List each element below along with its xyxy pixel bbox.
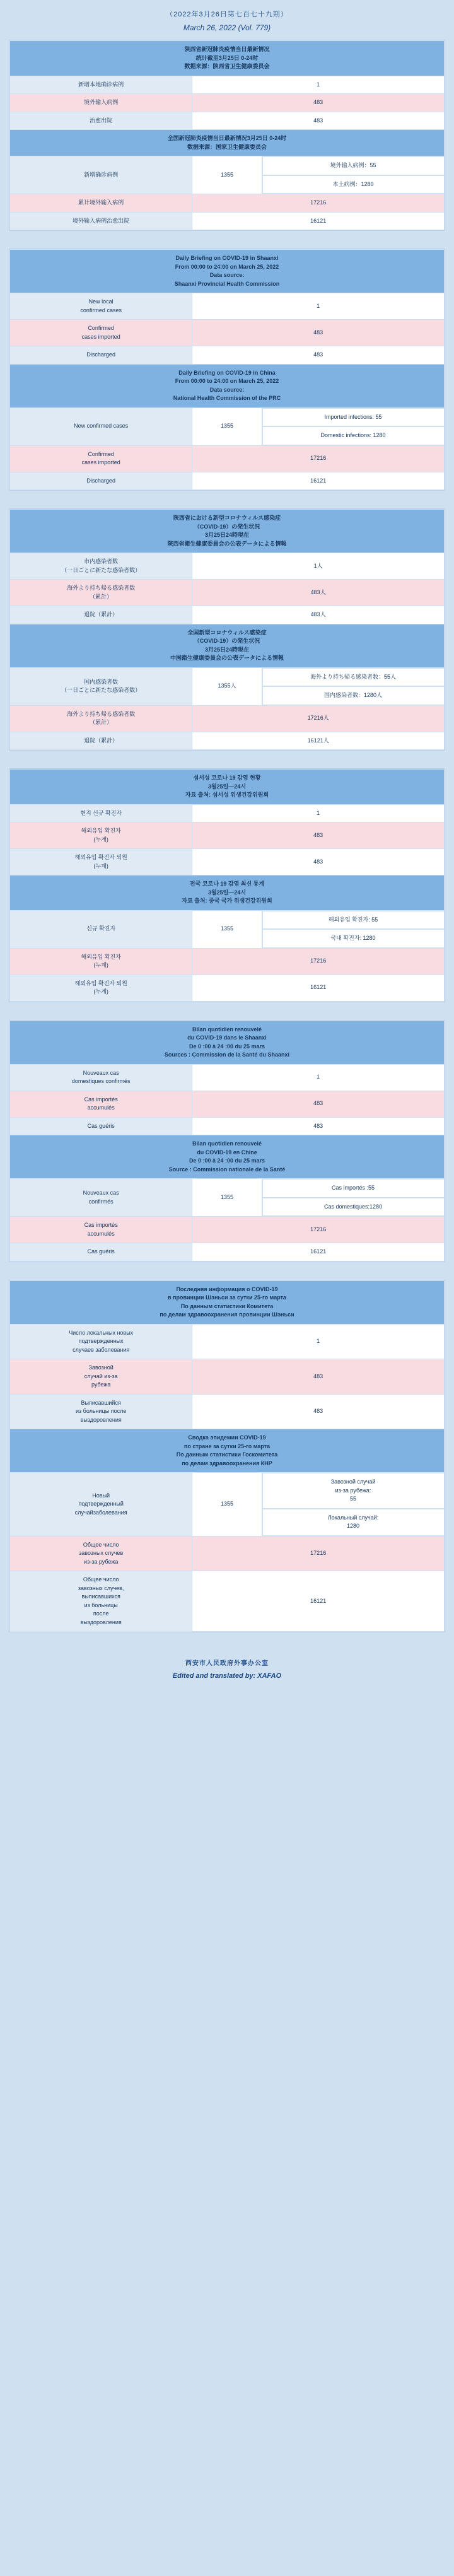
row-total-value: 1355人 — [192, 667, 262, 705]
row-value: 483人 — [192, 580, 445, 606]
row-label: 市内感染者数 （一日ごとに新たな感染者数） — [10, 553, 192, 580]
row-value: 483 — [192, 346, 445, 365]
row-label: New local confirmed cases — [10, 293, 192, 320]
section-spacer — [0, 759, 454, 768]
china-title-jp: 全国新型コロナウィルス感染症 （COVID-19）の発生状況 3月25日24時現在 中国衛生健康委員会の公表データによる情報 — [10, 624, 445, 667]
shaanxi-title-en: Daily Briefing on COVID-19 in Shaanxi From 00:00 to 24:00 on March 25, 2022 Data source: Shaanxi Provincial Health Commission — [10, 250, 445, 293]
row-label: 累计境外输入病例 — [10, 194, 192, 213]
table-row — [10, 156, 445, 194]
row-breakdown — [262, 910, 444, 948]
row-value: 1 — [192, 1064, 445, 1091]
row-label: 해외유입 확진자 퇴원 (누계) — [10, 975, 192, 1001]
row-label: New confirmed cases — [10, 407, 192, 445]
china-title-kr: 전국 코로나 19 감염 최신 통계 3월25일—24시 자료 출처: 중국 국가 위생건강위원회 — [10, 875, 445, 911]
row-breakdown-imported: Завозной случай из-за рубежа: 55 — [262, 1473, 445, 1509]
table-row — [10, 94, 445, 112]
row-label: Nouveaux cas domestiques confirmés — [10, 1064, 192, 1091]
row-value: 483 — [192, 1091, 445, 1117]
section-spacer — [0, 1011, 454, 1020]
table-row — [10, 1243, 445, 1262]
row-total-value: 1355 — [192, 407, 262, 445]
row-total-value: 1355 — [192, 1179, 262, 1217]
table-row — [10, 1359, 445, 1395]
row-value: 1 — [192, 804, 445, 823]
table-row — [10, 445, 445, 472]
briefing-block-en — [9, 249, 445, 491]
row-label: Cas guéris — [10, 1243, 192, 1262]
china-title-ru: Сводка эпидемии COVID-19 по стране за сутки 25-го марта По данным статистики Госкомитета по делам здравоохранения КНР — [10, 1429, 445, 1473]
page-footer — [0, 1650, 454, 1690]
table-row — [10, 1324, 445, 1359]
table-row — [10, 1179, 445, 1217]
briefing-block-jp — [9, 508, 445, 751]
row-value: 483 — [192, 320, 445, 346]
section-spacer — [0, 500, 454, 508]
row-label: 현지 신규 확진자 — [10, 804, 192, 823]
briefing-block-cn — [9, 40, 445, 231]
table-row — [10, 823, 445, 849]
table-row — [10, 804, 445, 823]
row-label: 海外より持ち帰る感染者数 （累計） — [10, 580, 192, 606]
table-row — [10, 705, 445, 732]
table-row — [10, 76, 445, 94]
row-value: 17216 — [192, 445, 445, 472]
table-row — [10, 212, 445, 230]
china-title-fr: Bilan quotidien renouvelé du COVID-19 en Chine De 0 :00 à 24 :00 du 25 mars Source : Commission nationale de la Santé — [10, 1135, 445, 1179]
table-row — [10, 1064, 445, 1091]
table-row — [10, 1571, 445, 1632]
page-header — [0, 0, 454, 40]
row-value: 483 — [192, 1117, 445, 1135]
row-label: Nouveaux cas confirmés — [10, 1179, 192, 1217]
row-total-value: 1355 — [192, 156, 262, 194]
row-label: 治愈出院 — [10, 112, 192, 130]
row-breakdown-imported: Cas importés :55 — [262, 1179, 445, 1198]
row-label: 해외유입 확진자 (누계) — [10, 948, 192, 975]
table-row — [10, 1394, 445, 1429]
sections-container — [0, 40, 454, 1650]
row-breakdown — [262, 1179, 444, 1217]
row-label: 国内感染者数 （一日ごとに新たな感染者数） — [10, 667, 192, 705]
row-label: 海外より持ち帰る感染者数 （累計） — [10, 705, 192, 732]
row-total-value: 1355 — [192, 1473, 262, 1537]
section-spacer — [0, 240, 454, 249]
row-label: 해외유입 확진자 (누계) — [10, 823, 192, 849]
row-breakdown-imported: 해외유입 확진자: 55 — [262, 911, 445, 930]
row-value: 17216 — [192, 948, 445, 975]
table-row — [10, 667, 445, 705]
row-breakdown-domestic: Локальный случай: 1280 — [262, 1509, 445, 1536]
row-breakdown-domestic: 国内感染者数：1280人 — [262, 686, 445, 705]
row-value: 17216 — [192, 1217, 445, 1243]
row-value: 483 — [192, 1359, 445, 1395]
shaanxi-title-jp: 陝西省における新型コロナウィルス感染症 （COVID-19）の発生状況 3月25日24時現在 陝西省衛生健康委員会の公表データによる情報 — [10, 510, 445, 553]
row-value: 17216 — [192, 194, 445, 213]
row-breakdown-imported: 海外より持ち帰る感染者数：55人 — [262, 668, 445, 687]
row-breakdown — [262, 156, 444, 194]
table-row — [10, 1536, 445, 1571]
row-label: Выписавшийся из больницы после выздоровления — [10, 1394, 192, 1429]
row-breakdown-imported: 境外输入病例：55 — [262, 156, 445, 175]
issue-date-cn: （2022年3月26日第七百七十九期） — [166, 11, 288, 18]
row-label: Confirmed cases imported — [10, 445, 192, 472]
row-breakdown-domestic: 本土病例：1280 — [262, 175, 445, 194]
row-label: Cas importés accumulés — [10, 1091, 192, 1117]
table-row — [10, 948, 445, 975]
row-value: 483 — [192, 823, 445, 849]
row-label: Discharged — [10, 346, 192, 365]
row-breakdown — [262, 407, 444, 445]
row-value: 1人 — [192, 553, 445, 580]
table-row — [10, 580, 445, 606]
row-value: 483 — [192, 94, 445, 112]
table-row — [10, 194, 445, 213]
row-label: 新增本地确诊病例 — [10, 76, 192, 94]
row-label: 退院（累計） — [10, 606, 192, 624]
issue-date-en: March 26, 2022 (Vol. 779) — [183, 23, 271, 32]
table-row — [10, 849, 445, 875]
table-row — [10, 732, 445, 750]
row-label: Confirmed cases imported — [10, 320, 192, 346]
row-value: 1 — [192, 293, 445, 320]
row-label: Новый подтвержденный случайзаболевания — [10, 1473, 192, 1537]
row-value: 1 — [192, 1324, 445, 1359]
row-value: 16121 — [192, 212, 445, 230]
shaanxi-title-kr: 섬서성 코로나 19 감염 현황 3월25일—24시 자료 출처: 섬서성 위생건강위원회 — [10, 770, 445, 805]
row-value: 16121 — [192, 1571, 445, 1632]
row-value: 16121 — [192, 472, 445, 490]
row-value: 16121人 — [192, 732, 445, 750]
table-row — [10, 1117, 445, 1135]
table-row — [10, 293, 445, 320]
row-label: 境外输入病例 — [10, 94, 192, 112]
table-row — [10, 346, 445, 365]
table-row — [10, 975, 445, 1001]
shaanxi-title-ru: Последняя информация о COVID-19 в провинции Шэньси за сутки 25-го марта По данным статистики Комитета по делам здравоохранения провинции Шэньси — [10, 1280, 445, 1324]
row-value: 16121 — [192, 975, 445, 1001]
briefing-block-kr — [9, 768, 445, 1002]
shaanxi-title-fr: Bilan quotidien renouvelé du COVID-19 dans le Shaanxi De 0 :00 à 24 :00 du 25 mars Sources : Commission de la Santé du Shaanxi — [10, 1021, 445, 1064]
shaanxi-title-cn: 陕西省新冠肺炎疫情当日最新情况 统计截至3月25日 0-24时 数据来源：陕西省卫生健康委员会 — [10, 41, 445, 76]
briefing-block-ru — [9, 1280, 445, 1633]
row-breakdown-imported: Imported infections: 55 — [262, 408, 445, 427]
footer-org-en: Edited and translated by: XAFAO — [172, 1672, 282, 1680]
row-label: 신규 확진자 — [10, 910, 192, 948]
row-label: Число локальных новых подтвержденных случаев заболевания — [10, 1324, 192, 1359]
row-value: 483 — [192, 1394, 445, 1429]
table-row — [10, 407, 445, 445]
footer-org-cn: 西安市人民政府外事办公室 — [185, 1660, 269, 1667]
row-value: 17216人 — [192, 705, 445, 732]
row-label: Общее число завозных случев, выписавшихся из больницы после выздоровления — [10, 1571, 192, 1632]
section-spacer — [0, 1641, 454, 1650]
row-value: 17216 — [192, 1536, 445, 1571]
row-breakdown — [262, 667, 444, 705]
row-value: 1 — [192, 76, 445, 94]
table-row — [10, 112, 445, 130]
china-title-cn: 全国新冠肺炎疫情当日最新情况3月25日 0-24时 数据来源：国家卫生健康委员会 — [10, 130, 445, 156]
row-breakdown-domestic: Cas domestiques:1280 — [262, 1198, 445, 1217]
row-label: Cas importés accumulés — [10, 1217, 192, 1243]
table-row — [10, 553, 445, 580]
row-label: 新增确诊病例 — [10, 156, 192, 194]
table-row — [10, 320, 445, 346]
row-label: Завозной случай из-за рубежа — [10, 1359, 192, 1395]
row-value: 16121 — [192, 1243, 445, 1262]
row-breakdown-domestic: 국내 확진자: 1280 — [262, 929, 445, 948]
row-label: 境外输入病例治愈出院 — [10, 212, 192, 230]
row-breakdown — [262, 1473, 444, 1537]
table-row — [10, 1473, 445, 1537]
section-spacer — [0, 1271, 454, 1280]
table-row — [10, 606, 445, 624]
row-value: 483人 — [192, 606, 445, 624]
row-total-value: 1355 — [192, 910, 262, 948]
row-value: 483 — [192, 112, 445, 130]
table-row — [10, 1217, 445, 1243]
table-row — [10, 1091, 445, 1117]
briefing-block-fr — [9, 1020, 445, 1262]
row-breakdown-domestic: Domestic infections: 1280 — [262, 426, 445, 445]
table-row — [10, 472, 445, 490]
row-label: Общее число завозных случев из-за рубежа — [10, 1536, 192, 1571]
china-title-en: Daily Briefing on COVID-19 in China From 00:00 to 24:00 on March 25, 2022 Data source: National Health Commission of the PRC — [10, 364, 445, 407]
table-row — [10, 910, 445, 948]
row-label: 해외유입 확진자 퇴원 (누계) — [10, 849, 192, 875]
row-label: 退院（累計） — [10, 732, 192, 750]
row-value: 483 — [192, 849, 445, 875]
row-label: Cas guéris — [10, 1117, 192, 1135]
row-label: Discharged — [10, 472, 192, 490]
